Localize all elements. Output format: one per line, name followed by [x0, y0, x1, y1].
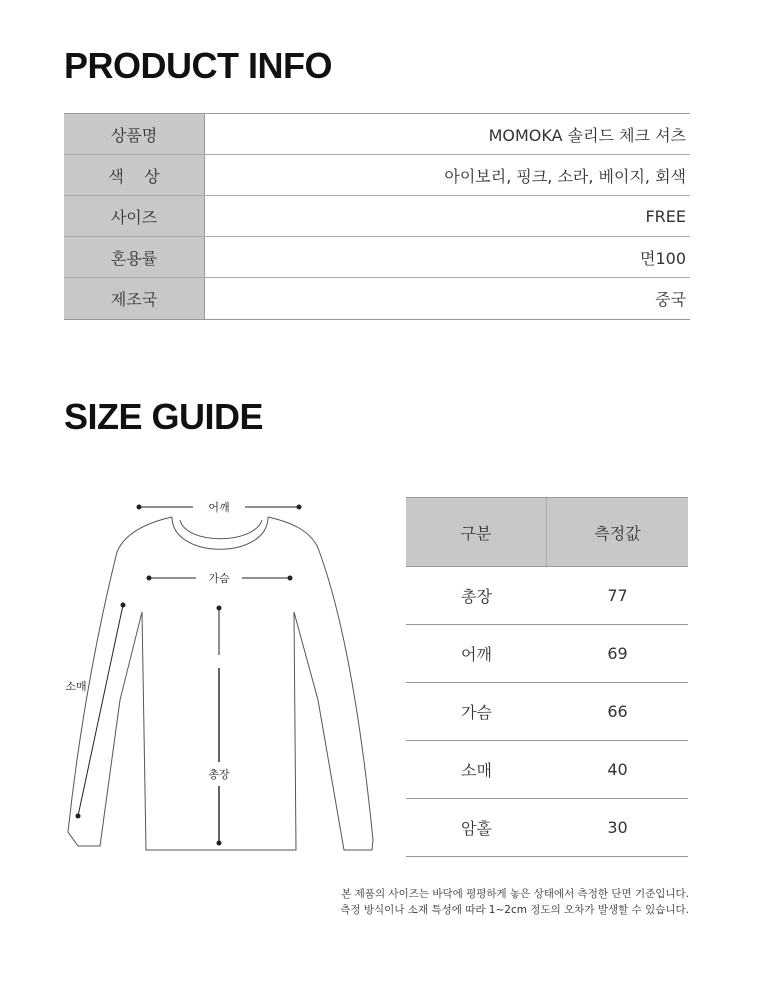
product-info-table [64, 113, 690, 320]
table-row [64, 196, 690, 237]
header-category: 구분 [406, 498, 547, 566]
row-label: 사이즈 [64, 196, 205, 236]
table-row [406, 741, 688, 799]
size-label: 가슴 [461, 703, 492, 722]
size-table [406, 497, 688, 857]
size-value: 66 [607, 702, 628, 721]
size-value: 30 [607, 818, 628, 837]
row-label: 제조국 [64, 278, 205, 319]
row-label: 혼용률 [64, 237, 205, 277]
size-label: 총장 [461, 587, 492, 606]
row-value: FREE [645, 206, 686, 226]
table-row [64, 114, 690, 155]
chest-label: 가슴 [208, 572, 230, 585]
table-row [406, 683, 688, 741]
size-guide-title: SIZE GUIDE [64, 396, 264, 437]
size-table-header [406, 497, 688, 567]
row-value: 면100 [640, 248, 686, 268]
size-note-1: 본 제품의 사이즈는 바닥에 평평하게 놓은 상태에서 측정한 단면 기준입니다. [341, 888, 689, 900]
row-label: 색 상 [64, 155, 205, 195]
table-row [406, 625, 688, 683]
table-row [406, 799, 688, 857]
size-label: 어깨 [461, 645, 492, 664]
size-value: 77 [607, 586, 628, 605]
row-value: 아이보리, 핑크, 소라, 베이지, 회색 [444, 166, 686, 186]
product-info-title: PRODUCT INFO [64, 45, 332, 86]
length-measure [208, 606, 230, 846]
shoulder-measure [137, 500, 302, 514]
sleeve-label: 소매 [65, 680, 87, 693]
length-label: 총장 [208, 768, 230, 781]
size-value: 69 [607, 644, 628, 663]
shirt-collar-inner [180, 520, 262, 539]
row-label: 상품명 [64, 114, 205, 154]
table-row [64, 155, 690, 196]
size-value: 40 [607, 760, 628, 779]
shirt-collar [172, 517, 268, 549]
sleeve-measure [65, 603, 125, 819]
table-row [406, 567, 688, 625]
size-label: 소매 [461, 761, 492, 780]
header-measurement: 측정값 [594, 523, 641, 543]
row-value: MOMOKA 솔리드 체크 셔츠 [488, 125, 686, 145]
table-row [64, 237, 690, 278]
table-row [64, 278, 690, 320]
chest-measure [147, 571, 293, 585]
shoulder-label: 어깨 [208, 501, 230, 514]
size-label: 암홀 [461, 819, 492, 838]
shirt-diagram [0, 490, 400, 870]
row-value: 중국 [655, 290, 686, 309]
size-note-2: 측정 방식이나 소재 특성에 따라 1~2cm 정도의 오차가 발생할 수 있습니다. [340, 904, 689, 916]
shirt-outline [68, 517, 373, 850]
